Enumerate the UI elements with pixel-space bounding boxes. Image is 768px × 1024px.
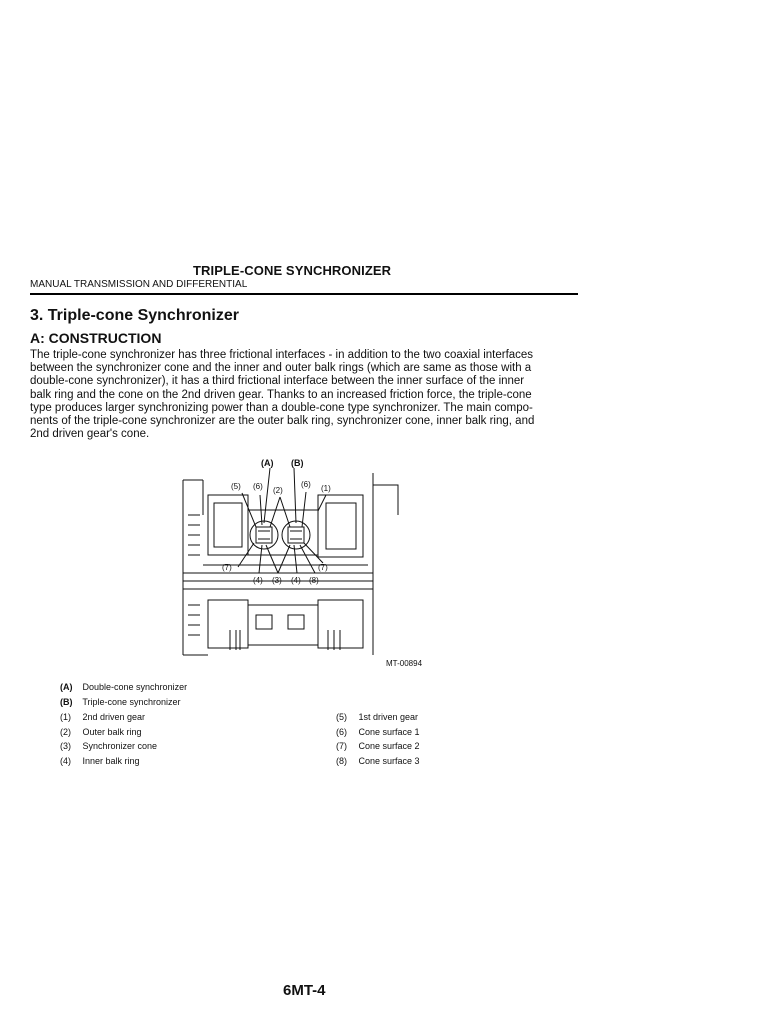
paragraph-line: nents of the triple-cone synchronizer are the outer balk ring, synchronizer cone, inner balk ring, and — [30, 415, 535, 428]
legend-key: (7) — [336, 741, 347, 751]
figure-label-7-left: (7) — [222, 563, 232, 572]
legend-key: (A) — [60, 682, 73, 692]
legend-item — [60, 741, 157, 751]
figure-code: MT-00894 — [386, 659, 423, 668]
figure-label-2: (2) — [273, 486, 283, 495]
figure-label-4-left: (4) — [253, 576, 263, 585]
legend-text: Cone surface 3 — [358, 756, 420, 766]
legend-text: Inner balk ring — [82, 756, 140, 766]
legend-item — [336, 756, 420, 766]
legend-text: Triple-cone synchronizer — [82, 697, 181, 707]
legend-item — [60, 712, 145, 722]
legend-text: 2nd driven gear — [82, 712, 146, 722]
page-header-title: TRIPLE-CONE SYNCHRONIZER — [193, 263, 392, 278]
paragraph-line: The triple-cone synchronizer has three frictional interfaces - in addition to the two coaxial interfaces — [30, 349, 534, 361]
figure-label-4-right: (4) — [291, 576, 301, 585]
legend-text: 1st driven gear — [358, 712, 419, 722]
page-number: 6MT-4 — [283, 982, 326, 999]
figure-label-6-left: (6) — [253, 482, 263, 491]
legend-key: (2) — [60, 727, 71, 737]
legend-key: (5) — [336, 712, 347, 722]
figure-label-8: (8) — [309, 576, 319, 585]
legend-item — [60, 697, 181, 707]
paragraph-line: 2nd driven gear's cone. — [30, 428, 150, 441]
legend-key: (B) — [60, 697, 73, 707]
legend-item — [60, 756, 140, 766]
subsection-title: A: CONSTRUCTION — [30, 330, 162, 346]
legend-text: Double-cone synchronizer — [82, 682, 188, 692]
legend-item — [60, 682, 187, 692]
synchronizer-cross-section-figure — [178, 455, 428, 670]
legend-text: Outer balk ring — [82, 727, 142, 737]
legend-text: Cone surface 2 — [358, 741, 420, 751]
legend-item — [336, 741, 420, 751]
legend-key: (6) — [336, 727, 347, 737]
section-title: 3. Triple-cone Synchronizer — [30, 307, 239, 324]
legend-item — [336, 712, 418, 722]
legend-key: (1) — [60, 712, 71, 722]
figure-label-6-right: (6) — [301, 480, 311, 489]
figure-label-1: (1) — [321, 484, 331, 493]
body-paragraph — [30, 349, 578, 441]
legend-item — [60, 727, 142, 737]
figure-label-a: (A) — [261, 458, 274, 468]
legend-text: Cone surface 1 — [358, 727, 420, 737]
legend-key: (8) — [336, 756, 347, 766]
paragraph-line: balk ring and the cone on the 2nd driven gear. Thanks to an increased friction force, the triple-cone — [30, 388, 532, 401]
legend-text: Synchronizer cone — [82, 741, 158, 751]
paragraph-line: double-cone synchronizer), it has a third frictional interface between the inner surface of the inner — [30, 375, 525, 388]
figure-label-5: (5) — [231, 482, 241, 491]
legend-key: (3) — [60, 741, 71, 751]
paragraph-line: between the synchronizer cone and the inner and outer balk rings (which are same as those with a — [30, 362, 532, 375]
figure-label-b: (B) — [291, 458, 304, 468]
legend-key: (4) — [60, 756, 71, 766]
header-divider — [30, 293, 578, 295]
legend-item — [336, 727, 420, 737]
figure-label-7-right: (7) — [318, 563, 328, 572]
page-header-subtitle: MANUAL TRANSMISSION AND DIFFERENTIAL — [30, 279, 248, 290]
paragraph-line: type produces larger synchronizing power than a double-cone type synchronizer. The main compo- — [30, 401, 533, 414]
figure-label-3: (3) — [272, 576, 282, 585]
